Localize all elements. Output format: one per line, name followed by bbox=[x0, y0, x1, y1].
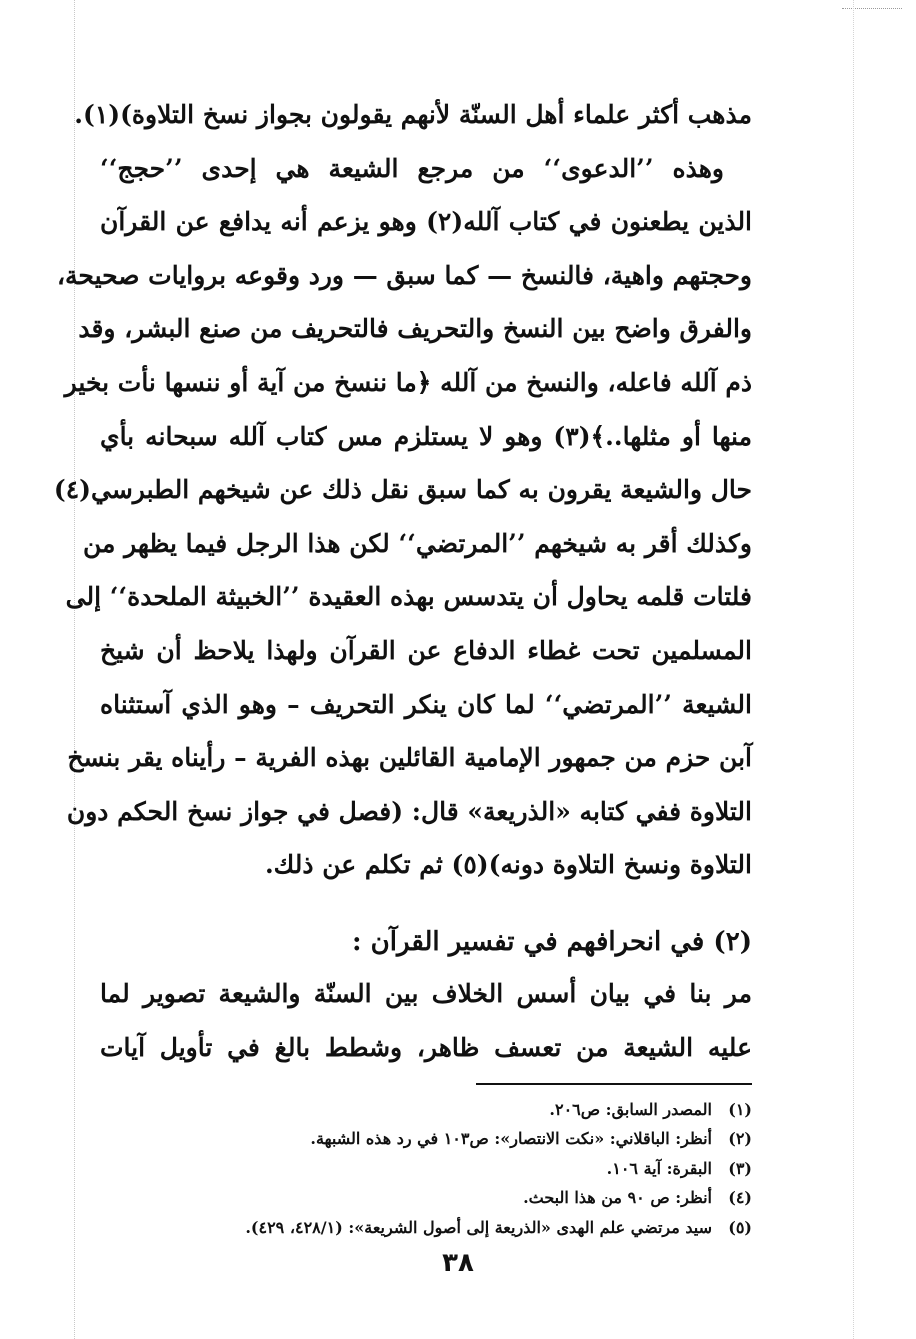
body-line: والفرق واضح بين النسخ والتحريف فالتحريف من صنع البشر، وقد bbox=[78, 314, 752, 344]
footnote-number: (٥) bbox=[728, 1217, 752, 1237]
scan-artifact-top bbox=[842, 8, 902, 9]
body-line: مر بنا في بيان أسس الخلاف بين السنّة والشيعة تصوير لما bbox=[100, 978, 752, 1008]
body-line: الذين يطعنون في كتاب آلله(٢) وهو يزعم أنه يدافع عن القرآن bbox=[100, 207, 753, 237]
second-paragraph bbox=[100, 967, 752, 1075]
body-line: وكذلك أقر به شيخهم ’’المرتضي‘‘ لكن هذا الرجل فيما يظهر من bbox=[83, 528, 752, 558]
footnote-text: أنظر: ص ٩٠ من هذا البحث. bbox=[523, 1188, 712, 1208]
main-paragraph bbox=[53, 88, 753, 892]
body-line: المسلمين تحت غطاء الدفاع عن القرآن ولهذا يلاحظ أن شيخ bbox=[100, 635, 752, 665]
footnote-divider bbox=[476, 1083, 752, 1085]
body-line: وهذه ’’الدعوى‘‘ من مرجع الشيعة هي إحدى ’’حجج‘‘ bbox=[100, 153, 724, 183]
page-number: ٣٨ bbox=[442, 1248, 474, 1278]
body-line: فلتات قلمه يحاول أن يتدسس بهذه العقيدة ’’الخبيثة الملحدة‘‘ إلى bbox=[65, 582, 752, 612]
footnote bbox=[100, 1213, 752, 1243]
scan-artifact-left bbox=[74, 0, 75, 1339]
footnote-text: سيد مرتضي علم الهدى «الذريعة إلى أصول الشريعة»: (٤٢٨/١، ٤٢٩). bbox=[245, 1217, 712, 1237]
body-line: ذم آلله فاعله، والنسخ من آلله ﴿ما ننسخ من آية أو ننسها نأت بخير bbox=[64, 367, 752, 397]
body-line: التلاوة ففي كتابه «الذريعة» قال: (فصل في جواز نسخ الحكم دون bbox=[66, 796, 752, 826]
body-line: حال والشيعة يقرون به كما سبق نقل ذلك عن شيخهم الطبرسي(٤) bbox=[53, 475, 752, 505]
body-line: التلاوة ونسخ التلاوة دونه)(٥) ثم تكلم عن ذلك. bbox=[264, 850, 752, 880]
footnote-text: المصدر السابق: ص٢٠٦. bbox=[549, 1099, 712, 1119]
footnote bbox=[100, 1124, 752, 1154]
footnotes bbox=[100, 1095, 752, 1243]
footnote bbox=[100, 1095, 752, 1125]
footnote-number: (٢) bbox=[728, 1129, 752, 1149]
footnote-number: (٣) bbox=[728, 1158, 752, 1178]
scan-artifact-right bbox=[853, 0, 854, 1339]
body-line: آبن حزم من جمهور الإمامية القائلين بهذه الفرية – رأيناه يقر بنسخ bbox=[67, 743, 752, 773]
body-line: وحجتهم واهية، فالنسخ — كما سبق — ورد وقوعه بروايات صحيحة، bbox=[56, 260, 752, 290]
footnote-number: (٤) bbox=[728, 1188, 752, 1208]
page-content bbox=[53, 88, 753, 1242]
body-line: عليه الشيعة من تعسف ظاهر، وشطط بالغ في تأويل آيات bbox=[100, 1032, 752, 1062]
body-line: مذهب أكثر علماء أهل السنّة لأنهم يقولون بجواز نسخ التلاوة)(١). bbox=[74, 100, 752, 129]
footnote-text: البقرة: آية ١٠٦. bbox=[606, 1158, 712, 1178]
footnote-text: أنظر: الباقلاني: «نكت الانتصار»: ص١٠٣ في رد هذه الشبهة. bbox=[310, 1129, 712, 1149]
body-line: منها أو مثلها..﴾(٣) وهو لا يستلزم مس كتاب آلله سبحانه بأي bbox=[100, 421, 752, 451]
body-line: الشيعة ’’المرتضي‘‘ لما كان ينكر التحريف – وهو الذي آستثناه bbox=[100, 689, 752, 719]
footnote bbox=[100, 1183, 752, 1213]
footnote-number: (١) bbox=[728, 1099, 752, 1119]
footnote bbox=[100, 1154, 752, 1184]
section-heading: (٢) في انحرافهم في تفسير القرآن : bbox=[352, 926, 752, 957]
